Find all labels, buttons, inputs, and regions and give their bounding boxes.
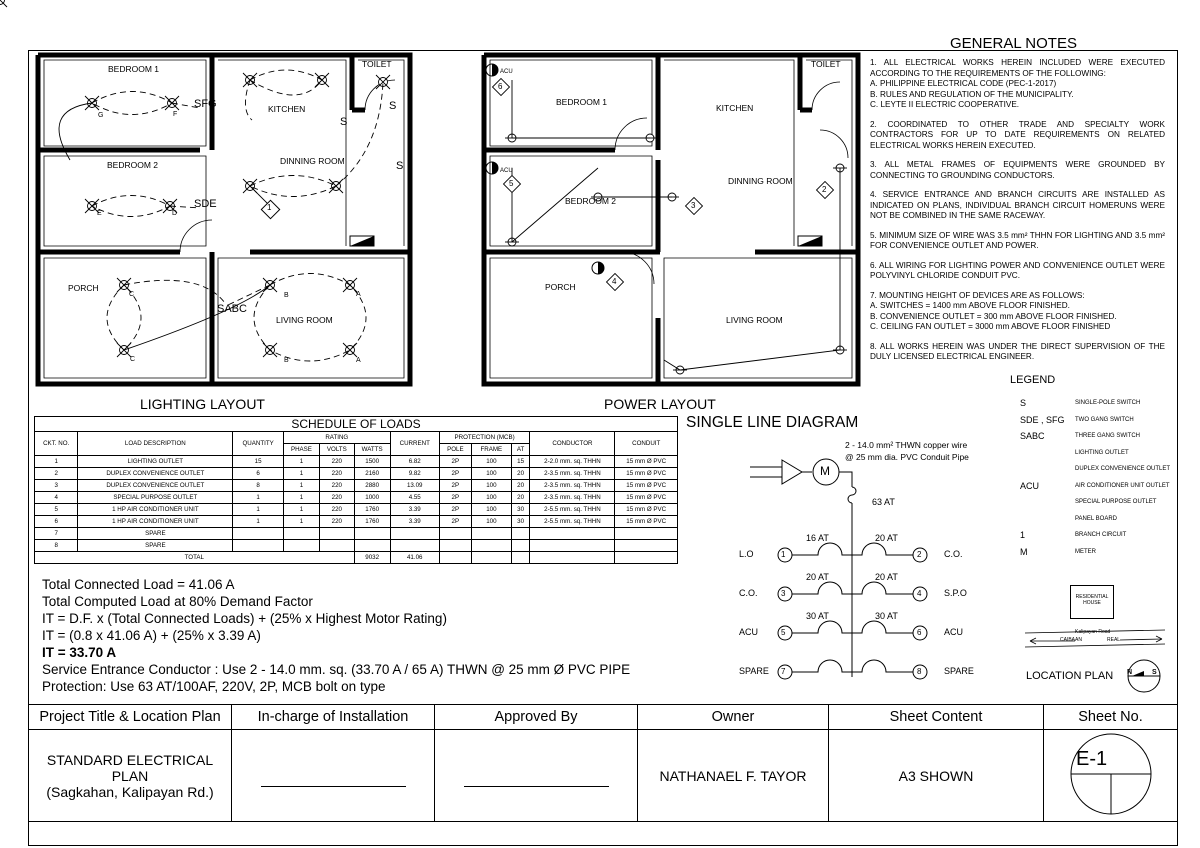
legend-label: AIR CONDITIONER UNIT OUTLET — [1075, 482, 1170, 489]
approved-signature — [435, 730, 638, 822]
branch-breaker-right — [852, 660, 900, 672]
legend-symbol: SDE , SFG — [1020, 414, 1065, 425]
table-row — [35, 540, 678, 552]
table-cell: 1 — [283, 516, 319, 528]
col-header: AT — [511, 444, 530, 456]
room-label-bedroom2: BEDROOM 2 — [565, 196, 617, 206]
note-7: 7. MOUNTING HEIGHT OF DEVICES ARE AS FOLLOWS: — [870, 290, 1085, 300]
table-cell: 20 — [511, 468, 530, 480]
location-house: RESIDENTIAL HOUSE — [1070, 585, 1114, 619]
table-cell: 220 — [320, 480, 355, 492]
branch-circuit-number: 6 — [498, 82, 503, 91]
table-cell: 1 — [283, 468, 319, 480]
table-cell: 9.82 — [390, 468, 439, 480]
note-5: 5. MINIMUM SIZE OF WIRE WAS 3.5 mm² THHN FOR LIGHTING AND 3.5 mm² FOR CONVENIENCE OUTLET AND POWER. — [870, 230, 1165, 250]
table-cell: 7 — [35, 528, 78, 540]
note-7c: C. CEILING FAN OUTLET = 3000 mm ABOVE FLOOR FINISHED — [870, 322, 1111, 331]
table-cell: 1 — [283, 480, 319, 492]
table-cell — [471, 540, 511, 552]
switch-label-sde: SDE — [194, 198, 217, 210]
power-layout-title: POWER LAYOUT — [604, 396, 716, 412]
table-cell: 15 — [511, 456, 530, 468]
branch-breaker-right — [852, 582, 900, 594]
branch-circuit-number: 4 — [612, 277, 617, 286]
room-label-kitchen: KITCHEN — [716, 103, 754, 113]
calc-line: IT = 33.70 A — [42, 645, 117, 660]
table-cell — [320, 540, 355, 552]
table-cell: 2 — [35, 468, 78, 480]
table-cell: 1 — [283, 492, 319, 504]
table-cell: 30 — [511, 516, 530, 528]
main-breaker-rating: 63 AT — [872, 497, 895, 507]
table-cell: 1500 — [354, 456, 390, 468]
calc-line: Service Entrance Conductor : Use 2 - 14.0 mm. sq. (33.70 A / 65 A) THWN @ 25 mm Ø PVC PIPE — [42, 662, 631, 677]
fixture-label: B — [284, 292, 289, 299]
fixture-label: A — [356, 357, 361, 364]
branch-number-right: 2 — [917, 550, 922, 559]
table-cell: 1760 — [354, 516, 390, 528]
location-plan-title: LOCATION PLAN — [1026, 670, 1114, 682]
note-3: 3. ALL METAL FRAMES OF EQUIPMENTS WERE GROUNDED BY CONNECTING TO GROUNDING CONDUCTORS. — [870, 160, 1165, 180]
compass-icon — [1124, 658, 1164, 694]
table-cell: 100 — [471, 516, 511, 528]
calc-line: IT = (0.8 x 41.06 A) + (25% x 3.39 A) — [42, 628, 261, 643]
table-cell: 6.82 — [390, 456, 439, 468]
total-watts: 9032 — [354, 552, 390, 564]
table-cell — [530, 540, 615, 552]
table-cell: 220 — [320, 468, 355, 480]
table-row — [35, 480, 678, 492]
branch-breaker-right — [852, 621, 900, 633]
load-calculation — [42, 576, 630, 695]
compass-n: N — [1127, 669, 1133, 676]
table-cell: 1 — [233, 516, 284, 528]
general-notes-title: GENERAL NOTES — [950, 35, 1077, 52]
legend-symbol: SABC — [1020, 431, 1045, 441]
table-cell — [530, 528, 615, 540]
schedule-title: SCHEDULE OF LOADS — [35, 417, 678, 432]
room-label-living: LIVING ROOM — [726, 315, 783, 325]
table-cell: 15 — [233, 456, 284, 468]
branch-load-left: L.O — [739, 549, 754, 559]
calc-line: Total Computed Load at 80% Demand Factor — [42, 594, 313, 609]
table-cell: 1 — [233, 504, 284, 516]
col-header: CKT. NO. — [35, 432, 78, 456]
col-header: RATING — [283, 432, 390, 444]
sheet-number-cell — [1044, 730, 1178, 822]
table-cell — [511, 528, 530, 540]
road-left-dir: CAIBAAN — [1060, 637, 1082, 643]
table-cell: 3.39 — [390, 516, 439, 528]
fixture-label: C — [130, 356, 136, 363]
col-header: QUANTITY — [233, 432, 284, 456]
branch-rating-left: 30 AT — [806, 611, 829, 621]
branch-number-left: 3 — [781, 589, 786, 598]
branch-number-right: 4 — [917, 589, 922, 598]
sheet-number-circle — [1066, 731, 1156, 817]
legend-symbol: 1 — [1020, 530, 1026, 540]
branch-load-right: C.O. — [944, 549, 963, 559]
branch-rating-right: 30 AT — [875, 611, 898, 621]
branch-breaker-left — [804, 582, 852, 594]
switch-label-sfg: SFG — [194, 98, 217, 110]
branch-breaker-right — [852, 543, 900, 555]
table-cell: 1 — [283, 504, 319, 516]
calc-line: Protection: Use 63 AT/100AF, 220V, 2P, MCB bolt on type — [42, 679, 386, 694]
tb-header: Project Title & Location Plan — [29, 705, 232, 730]
table-cell: 15 mm Ø PVC — [615, 468, 678, 480]
col-header: CONDUIT — [615, 432, 678, 456]
table-cell: DUPLEX CONVENIENCE OUTLET — [78, 480, 233, 492]
table-cell: 5 — [35, 504, 78, 516]
legend-title: LEGEND — [1010, 374, 1056, 386]
fixture-label: A — [356, 291, 361, 298]
room-label-toilet: TOILET — [362, 59, 392, 69]
power-wiring — [512, 80, 840, 370]
table-cell: 100 — [471, 480, 511, 492]
wire-note-1: 2 - 14.0 mm² THWN copper wire — [845, 440, 968, 450]
tb-header: Sheet Content — [829, 705, 1044, 730]
branch-breaker-left — [804, 621, 852, 633]
road-name: Kalipayan Road — [1075, 629, 1111, 635]
table-cell — [233, 540, 284, 552]
branch-load-left: SPARE — [739, 666, 769, 676]
table-cell: 4.55 — [390, 492, 439, 504]
room-label-dinning: DINNING ROOM — [728, 176, 793, 186]
branch-rating-right: 20 AT — [875, 572, 898, 582]
project-title-line: STANDARD ELECTRICAL — [46, 751, 214, 768]
branch-number-left: 1 — [781, 550, 786, 559]
compass-s: S — [1152, 669, 1157, 676]
table-cell: 2P — [439, 468, 471, 480]
legend-label: THREE GANG SWITCH — [1075, 433, 1141, 439]
col-header: VOLTS — [320, 444, 355, 456]
table-cell: 15 mm Ø PVC — [615, 504, 678, 516]
project-location: (Sagkahan, Kalipayan Rd.) — [46, 783, 214, 800]
table-cell: 15 mm Ø PVC — [615, 492, 678, 504]
table-cell: 2880 — [354, 480, 390, 492]
branch-circuit-number: 3 — [691, 201, 696, 210]
branch-circuit-number: 2 — [822, 185, 827, 194]
tb-header: In-charge of Installation — [232, 705, 435, 730]
table-cell — [233, 528, 284, 540]
room-label-porch: PORCH — [545, 282, 576, 292]
table-cell — [354, 528, 390, 540]
table-cell: 220 — [320, 504, 355, 516]
table-cell: 2P — [439, 492, 471, 504]
branch-load-left: C.O. — [739, 588, 758, 598]
branch-circuit-number: 5 — [509, 179, 514, 188]
calc-line: Total Connected Load = 41.06 A — [42, 577, 235, 592]
panel-board-icon — [798, 236, 822, 246]
legend-label: SPECIAL PURPOSE OUTLET — [1075, 499, 1157, 505]
switch-label-s: S — [340, 116, 348, 128]
table-row — [35, 528, 678, 540]
col-header: FRAME — [471, 444, 511, 456]
note-1a: A. PHILIPPINE ELECTRICAL CODE (PEC-1-2017) — [870, 79, 1057, 88]
branch-circuit-number: 1 — [267, 203, 272, 212]
table-cell — [390, 528, 439, 540]
lighting-layout-title: LIGHTING LAYOUT — [140, 396, 265, 412]
table-cell: 2P — [439, 516, 471, 528]
title-block — [28, 704, 1178, 820]
legend-label: DUPLEX CONVENIENCE OUTLET — [1075, 466, 1171, 472]
branch-number-left: 5 — [781, 628, 786, 637]
col-header: CONDUCTOR — [530, 432, 615, 456]
table-row — [35, 516, 678, 528]
branch-breaker-left — [804, 660, 852, 672]
tb-header: Owner — [638, 705, 829, 730]
table-cell: 1 — [233, 492, 284, 504]
acu-label: ACU — [500, 69, 513, 75]
col-header: POLE — [439, 444, 471, 456]
room-label-living: LIVING ROOM — [276, 315, 333, 325]
acu-label: ACU — [500, 168, 513, 174]
panel-board-icon — [350, 236, 374, 246]
branch-load-left: ACU — [739, 627, 759, 637]
fixture-label: B — [284, 357, 289, 364]
table-cell — [354, 540, 390, 552]
table-cell: LIGHTING OUTLET — [78, 456, 233, 468]
table-cell: 1 HP AIR CONDITIONER UNIT — [78, 504, 233, 516]
branch-rating-left: 20 AT — [806, 572, 829, 582]
table-cell: 20 — [511, 480, 530, 492]
note-7b: B. CONVENIENCE OUTLET = 300 mm ABOVE FLOOR FINISHED. — [870, 311, 1117, 321]
room-label-kitchen: KITCHEN — [268, 104, 306, 114]
table-cell: 1 HP AIR CONDITIONER UNIT — [78, 516, 233, 528]
note-1c: C. LEYTE II ELECTRIC COOPERATIVE. — [870, 100, 1020, 109]
table-cell: 220 — [320, 456, 355, 468]
schedule-of-loads-table — [34, 416, 678, 564]
branch-load-right: S.P.O — [944, 588, 967, 598]
room-label-bedroom2: BEDROOM 2 — [107, 160, 159, 170]
table-cell: 2P — [439, 456, 471, 468]
meter-label: M — [820, 464, 830, 478]
road-right-dir: REAL — [1107, 637, 1121, 643]
note-6: 6. ALL WIRING FOR LIGHTING POWER AND CONVENIENCE OUTLET WERE POLYVINYL CHLORIDE CONDUIT PVC. — [870, 260, 1165, 280]
col-header: PROTECTION (MCB) — [439, 432, 530, 444]
table-cell — [471, 528, 511, 540]
table-cell: 1000 — [354, 492, 390, 504]
table-cell: 4 — [35, 492, 78, 504]
table-row — [35, 468, 678, 480]
fixture-label: F — [173, 111, 178, 118]
legend-symbol: S — [1020, 398, 1027, 408]
table-cell: 15 mm Ø PVC — [615, 456, 678, 468]
legend-label: SINGLE-POLE SWITCH — [1075, 400, 1141, 406]
room-label-bedroom1: BEDROOM 1 — [108, 64, 160, 74]
fixture-label: E — [97, 210, 102, 217]
col-header: WATTS — [354, 444, 390, 456]
table-cell: 8 — [35, 540, 78, 552]
table-cell: SPARE — [78, 540, 233, 552]
table-cell — [320, 528, 355, 540]
col-header: CURRENT — [390, 432, 439, 456]
project-title-line: PLAN — [111, 767, 149, 784]
incharge-signature — [232, 730, 435, 822]
table-cell: 2P — [439, 504, 471, 516]
branch-number-right: 8 — [917, 667, 922, 676]
legend-symbol: M — [1020, 546, 1028, 557]
table-cell: 2-5.5 mm. sq. THHN — [530, 516, 615, 528]
room-label-porch: PORCH — [68, 283, 99, 293]
table-cell — [283, 528, 319, 540]
note-2: 2. COORDINATED TO OTHER TRADE AND SPECIALTY WORK CONTRACTORS FOR UP TO DATE REQUIREMENTS ON RELATED ELECTRICAL WORKS HEREIN EXECUTED. — [870, 119, 1165, 150]
table-cell: 15 mm Ø PVC — [615, 516, 678, 528]
total-label: TOTAL — [35, 552, 355, 564]
branch-breaker-left — [804, 543, 852, 555]
table-cell: 100 — [471, 504, 511, 516]
lighting-outlets — [0, 0, 7, 7]
table-cell: 20 — [511, 492, 530, 504]
switch-label-s: S — [396, 160, 404, 172]
table-cell: 100 — [471, 492, 511, 504]
owner-name: NATHANAEL F. TAYOR — [638, 730, 829, 822]
table-cell: 2P — [439, 480, 471, 492]
branch-number-left: 7 — [781, 667, 786, 676]
note-4: 4. SERVICE ENTRANCE AND BRANCH CIRCUITS ARE INSTALLED AS INDICATED ON PLANS, INDIVIDUAL BRANCH CIRCUIT HOMERUNS WERE NOT BE COMBINED IN THE SAME RACEWAY. — [870, 190, 1165, 220]
calc-line: IT = D.F. x (Total Connected Loads) + (25% x Highest Motor Rating) — [42, 611, 447, 626]
single-line-title: SINGLE LINE DIAGRAM — [686, 414, 859, 431]
tb-header: Approved By — [435, 705, 638, 730]
table-row — [35, 492, 678, 504]
table-cell: 8 — [233, 480, 284, 492]
table-cell: 1760 — [354, 504, 390, 516]
table-cell: 1 — [35, 456, 78, 468]
table-cell — [511, 540, 530, 552]
col-header: LOAD DESCRIPTION — [78, 432, 233, 456]
table-cell: 30 — [511, 504, 530, 516]
table-cell — [283, 540, 319, 552]
table-cell: 15 mm Ø PVC — [615, 480, 678, 492]
room-label-toilet: TOILET — [811, 59, 841, 69]
table-cell: 2-2.0 mm. sq. THHN — [530, 456, 615, 468]
table-cell: 2160 — [354, 468, 390, 480]
table-cell — [390, 540, 439, 552]
note-7a: A. SWITCHES = 1400 mm ABOVE FLOOR FINISHED. — [870, 301, 1070, 310]
table-cell: 3.39 — [390, 504, 439, 516]
table-cell: 220 — [320, 492, 355, 504]
table-cell: DUPLEX CONVENIENCE OUTLET — [78, 468, 233, 480]
single-line-diagram — [730, 445, 960, 690]
table-cell: 2-5.5 mm. sq. THHN — [530, 504, 615, 516]
table-row — [35, 456, 678, 468]
branch-rating-right: 20 AT — [875, 533, 898, 543]
table-cell: 1 — [283, 456, 319, 468]
legend-label: BRANCH CIRCUIT — [1075, 532, 1127, 538]
table-cell: 2-3.5 mm. sq. THHN — [530, 480, 615, 492]
note-8: 8. ALL WORKS HEREIN WAS UNDER THE DIRECT SUPERVISION OF THE DULY LICENSED ELECTRICAL ENGINEER. — [870, 341, 1165, 361]
table-cell: 220 — [320, 516, 355, 528]
table-cell: 2-3.5 mm. sq. THHN — [530, 492, 615, 504]
fixture-label: G — [98, 112, 104, 119]
branch-rating-left: 16 AT — [806, 533, 829, 543]
branch-load-right: SPARE — [944, 666, 974, 676]
legend-symbol: ACU — [1020, 480, 1040, 491]
switch-label-sabc: SABC — [217, 303, 247, 315]
table-cell: SPARE — [78, 528, 233, 540]
table-cell: 6 — [35, 516, 78, 528]
col-header: PHASE — [283, 444, 319, 456]
legend-label: TWO GANG SWITCH — [1075, 416, 1134, 423]
table-row — [35, 504, 678, 516]
sheet-content: A3 SHOWN — [829, 730, 1044, 822]
table-cell — [439, 528, 471, 540]
table-cell: 2-3.5 mm. sq. THHN — [530, 468, 615, 480]
table-cell: 3 — [35, 480, 78, 492]
legend-label: PANEL BOARD — [1075, 515, 1118, 522]
project-title — [29, 730, 232, 822]
switch-label-s: S — [389, 100, 397, 112]
power-plan-walls — [484, 55, 858, 384]
fixture-label: D — [172, 210, 178, 217]
note-1: 1. ALL ELECTRICAL WORKS HEREIN INCLUDED WERE EXECUTED ACCORDING TO THE REQUIREMENTS OF THE FOLLOWING: — [870, 58, 1165, 78]
wire-note-2: @ 25 mm dia. PVC Conduit Pipe — [845, 452, 969, 462]
fixture-label: C — [129, 291, 135, 298]
tb-header: Sheet No. — [1044, 705, 1178, 730]
table-cell — [615, 528, 678, 540]
room-label-bedroom1: BEDROOM 1 — [556, 97, 608, 107]
branch-number-right: 6 — [917, 628, 922, 637]
table-cell: 13.09 — [390, 480, 439, 492]
table-cell: SPECIAL PURPOSE OUTLET — [78, 492, 233, 504]
table-cell — [615, 540, 678, 552]
room-label-dinning: DINNING ROOM — [280, 156, 345, 166]
table-cell: 100 — [471, 468, 511, 480]
table-cell: 100 — [471, 456, 511, 468]
legend-label: METER — [1075, 548, 1096, 555]
total-current: 41.06 — [390, 552, 439, 564]
note-1b: B. RULES AND REGULATION OF THE MUNICIPALITY. — [870, 89, 1074, 99]
table-cell: 6 — [233, 468, 284, 480]
branch-load-right: ACU — [944, 627, 964, 637]
legend-label: LIGHTING OUTLET — [1075, 449, 1129, 456]
sheet-number: E-1 — [1076, 748, 1108, 770]
general-notes — [870, 58, 1165, 372]
table-cell — [439, 540, 471, 552]
